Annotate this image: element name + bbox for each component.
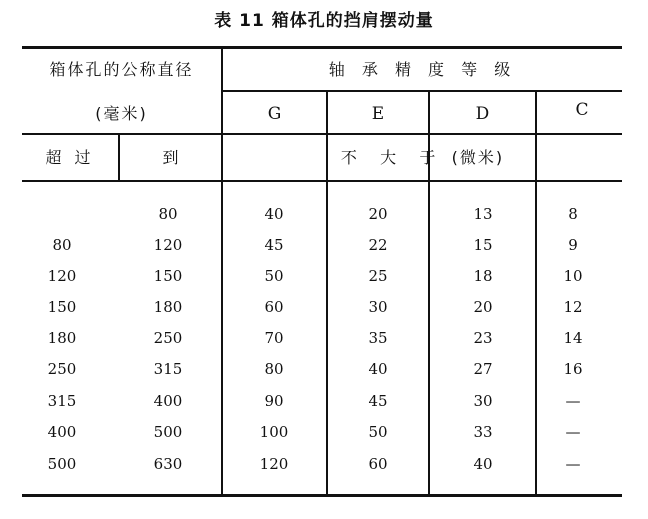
- cell-d: 13: [473, 205, 493, 223]
- header-nominal-diameter: 箱体孔的公称直径: [49, 60, 194, 79]
- grade-g: G: [267, 104, 282, 124]
- cell-g: 50: [264, 267, 284, 285]
- cell-c: 10: [563, 267, 583, 285]
- cell-g: 40: [264, 205, 284, 223]
- cell-to: 500: [153, 423, 183, 441]
- cell-over: 315: [47, 392, 77, 410]
- header-rule: [22, 133, 622, 135]
- cell-g: 80: [264, 360, 284, 378]
- cell-c: 8: [568, 205, 578, 223]
- cell-e: 25: [368, 267, 388, 285]
- grade-c: C: [575, 100, 589, 120]
- cell-e: 60: [368, 455, 388, 473]
- cell-c: —: [565, 392, 581, 410]
- cell-e: 40: [368, 360, 388, 378]
- cell-g: 45: [264, 236, 284, 254]
- cell-c: 14: [563, 329, 583, 347]
- cell-d: 18: [473, 267, 493, 285]
- cell-c: —: [565, 423, 581, 441]
- cell-g: 90: [264, 392, 284, 410]
- cell-g: 60: [264, 298, 284, 316]
- cell-over: 180: [47, 329, 77, 347]
- header-not-exceed: 不 大 于 (微米): [340, 148, 505, 167]
- cell-to: 120: [153, 236, 183, 254]
- cell-over: 120: [47, 267, 77, 285]
- cell-d: 30: [473, 392, 493, 410]
- cell-d: 27: [473, 360, 493, 378]
- cell-to: 315: [153, 360, 183, 378]
- cell-to: 80: [158, 205, 178, 223]
- cell-over: 400: [47, 423, 77, 441]
- cell-to: 180: [153, 298, 183, 316]
- header-precision-class: 轴 承 精 度 等 级: [328, 60, 517, 79]
- cell-over: 250: [47, 360, 77, 378]
- cell-e: 30: [368, 298, 388, 316]
- cell-c: 16: [563, 360, 583, 378]
- header-over: 超 过: [45, 148, 95, 167]
- cell-g: 70: [264, 329, 284, 347]
- cell-g: 100: [259, 423, 289, 441]
- cell-c: 9: [568, 236, 578, 254]
- cell-d: 23: [473, 329, 493, 347]
- cell-c: —: [565, 455, 581, 473]
- cell-to: 630: [153, 455, 183, 473]
- cell-d: 33: [473, 423, 493, 441]
- subheader-rule: [22, 180, 622, 182]
- grade-d: D: [475, 104, 490, 124]
- top-rule: [22, 46, 622, 49]
- header-unit-mm: (毫米): [95, 104, 148, 123]
- cell-over: 150: [47, 298, 77, 316]
- cell-d: 15: [473, 236, 493, 254]
- table-title: 表 11 箱体孔的挡肩摆动量: [214, 11, 434, 31]
- cell-e: 45: [368, 392, 388, 410]
- cell-to: 150: [153, 267, 183, 285]
- bottom-rule: [22, 494, 622, 497]
- cell-e: 50: [368, 423, 388, 441]
- header-mid-rule: [222, 90, 622, 92]
- cell-c: 12: [563, 298, 583, 316]
- cell-over: 500: [47, 455, 77, 473]
- cell-e: 35: [368, 329, 388, 347]
- header-to: 到: [162, 148, 179, 167]
- cell-over: 80: [52, 236, 72, 254]
- cell-e: 20: [368, 205, 388, 223]
- cell-d: 20: [473, 298, 493, 316]
- grade-e: E: [371, 104, 385, 124]
- cell-to: 400: [153, 392, 183, 410]
- cell-to: 250: [153, 329, 183, 347]
- cell-d: 40: [473, 455, 493, 473]
- cell-e: 22: [368, 236, 388, 254]
- cell-g: 120: [259, 455, 289, 473]
